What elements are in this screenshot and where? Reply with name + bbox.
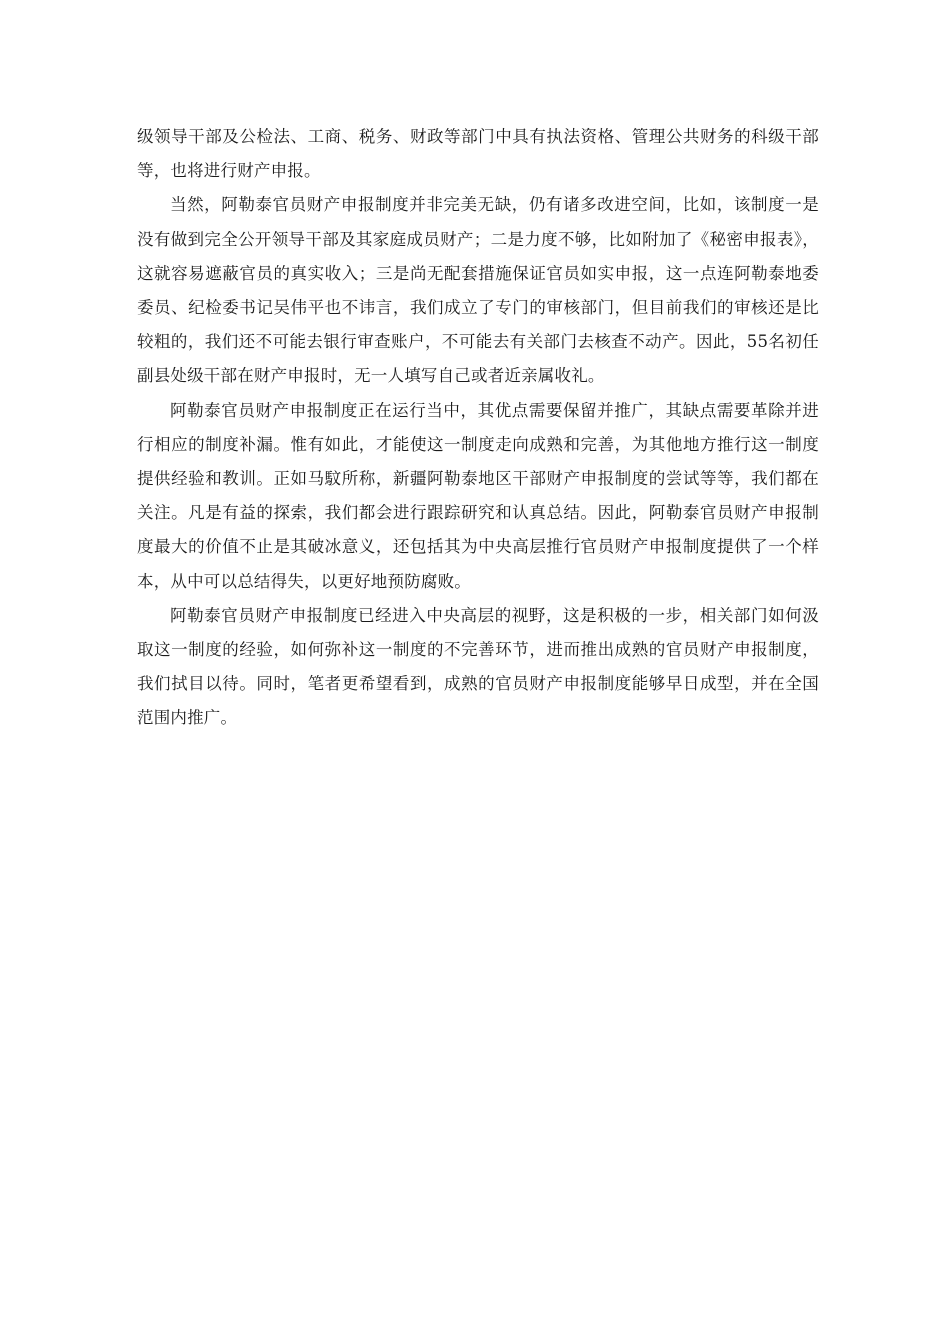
paragraph: 阿勒泰官员财产申报制度正在运行当中，其优点需要保留并推广，其缺点需要革除并进行相应的制度补漏。惟有如此，才能使这一制度走向成熟和完善，为其他地方推行这一制度提供经验和教训。正如马馼所称，新疆阿勒泰地区干部财产申报制度的尝试等等，我们都在关注。凡是有益的探索，我们都会进行跟踪研究和认真总结。因此，阿勒泰官员财产申报制度最大的价值不止是其破冰意义，还包括其为中央高层推行官员财产申报制度提供了一个样本，从中可以总结得失，以更好地预防腐败。	[137, 400, 819, 591]
document-body	[137, 120, 819, 736]
paragraph: 当然，阿勒泰官员财产申报制度并非完美无缺，仍有诸多改进空间，比如，该制度一是没有做到完全公开领导干部及其家庭成员财产；二是力度不够，比如附加了《秘密申报表》，这就容易遮蔽官员的真实收入；三是尚无配套措施保证官员如实申报，这一点连阿勒泰地委委员、纪检委书记吴伟平也不讳言，我们成立了专门的审核部门，但目前我们的审核还是比较粗的，我们还不可能去银行审查账户，不可能去有关部门去核查不动产。因此，55名初任副县处级干部在财产申报时，无一人填写自己或者近亲属收礼。	[137, 195, 819, 386]
paragraph: 阿勒泰官员财产申报制度已经进入中央高层的视野，这是积极的一步，相关部门如何汲取这一制度的经验，如何弥补这一制度的不完善环节，进而推出成熟的官员财产申报制度，我们拭目以待。同时，笔者更希望看到，成熟的官员财产申报制度能够早日成型，并在全国范围内推广。	[137, 605, 819, 728]
paragraph-continuation: 级领导干部及公检法、工商、税务、财政等部门中具有执法资格、管理公共财务的科级干部等，也将进行财产申报。	[137, 127, 819, 181]
